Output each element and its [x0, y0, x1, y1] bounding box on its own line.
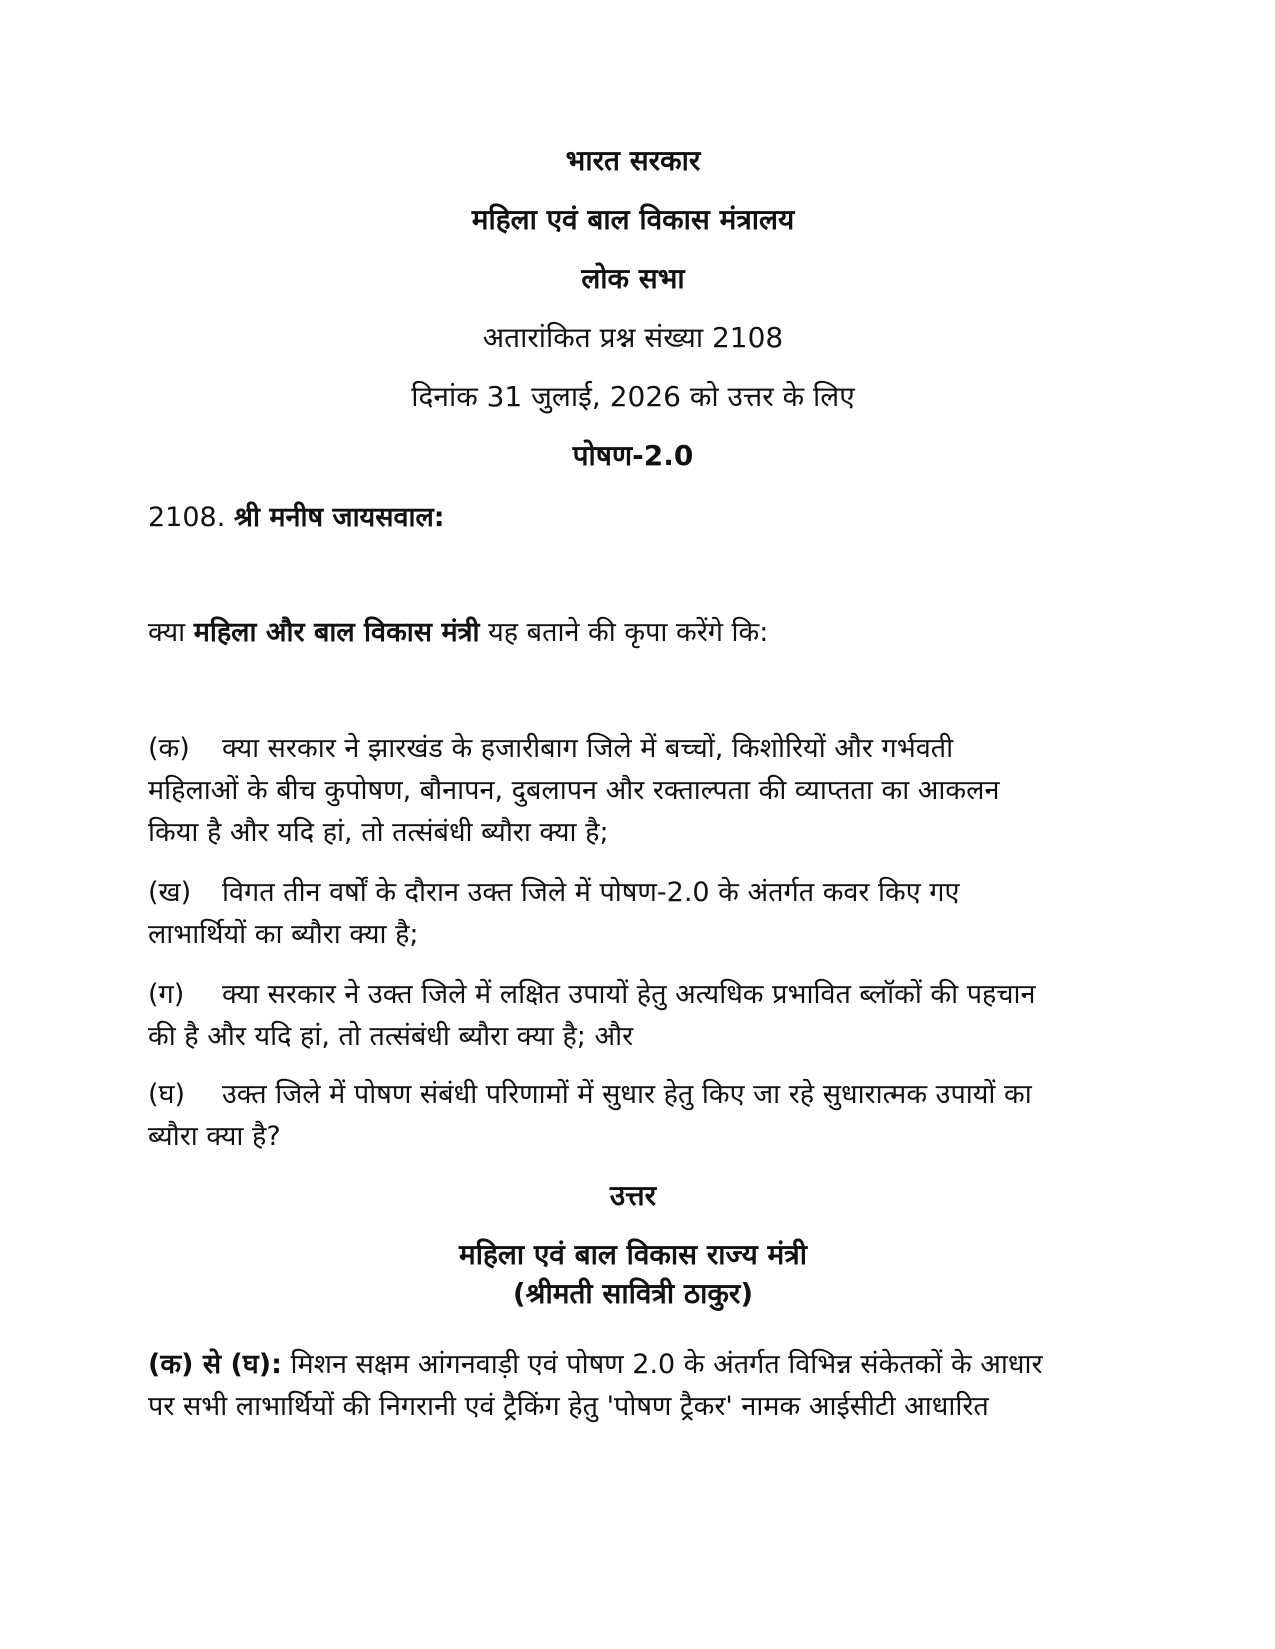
answer-line1: (क) से (घ): मिशन सक्षम आंगनवाड़ी एवं पोषण 2.0 के अंतर्गत विभिन्न संकेतकों के आधार — [148, 1349, 1043, 1380]
part-kha-label: (ख) — [148, 877, 192, 908]
part-ka-label: (क) — [148, 733, 190, 764]
member-name: श्री मनीष जायसवाल: — [233, 502, 445, 533]
house-heading: लोक सभा — [581, 262, 685, 295]
part-ka-line3: किया है और यदि हां, तो तत्संबंधी ब्यौरा क्या है; — [148, 817, 609, 848]
part-kha-line1: (ख) विगत तीन वर्षों के दौरान उक्त जिले में पोषण-2.0 के अंतर्गत कवर किए गए — [148, 870, 1118, 915]
part-gha-label: (घ) — [148, 1079, 186, 1110]
member-line — [148, 495, 1118, 540]
ministry-heading: महिला एवं बाल विकास मंत्रालय — [471, 203, 795, 236]
answer-range-label: (क) से (घ): — [148, 1349, 282, 1380]
part-ka-line2: महिलाओं के बीच कुपोषण, बौनापन, दुबलापन और रक्ताल्पता की व्याप्तता का आकलन — [148, 775, 1000, 806]
intro-suffix: यह बताने की कृपा करेंगे कि: — [488, 617, 769, 648]
answer-heading: उत्तर — [609, 1179, 657, 1212]
answer-line2: पर सभी लाभार्थियों की निगरानी एवं ट्रैकिंग हेतु 'पोषण ट्रैकर' नामक आईसीटी आधारित — [148, 1391, 989, 1422]
question-serial: 2108. — [148, 502, 226, 533]
date-line: दिनांक 31 जुलाई, 2026 को उत्तर के लिए — [411, 380, 855, 413]
part-kha-line2: लाभार्थियों का ब्यौरा क्या है; — [148, 919, 419, 950]
answer-minister-title: महिला एवं बाल विकास राज्य मंत्री — [458, 1238, 808, 1271]
part-ga-label: (ग) — [148, 979, 185, 1010]
intro-minister: महिला और बाल विकास मंत्री — [193, 617, 480, 648]
govt-heading: भारत सरकार — [565, 144, 701, 177]
question-intro — [148, 610, 1118, 655]
subject-heading: पोषण-2.0 — [572, 439, 694, 472]
part-ka-line1: (क) क्या सरकार ने झारखंड के हजारीबाग जिले में बच्चों, किशोरियों और गर्भवती — [148, 726, 1118, 771]
part-gha-line2: ब्यौरा क्या है? — [148, 1121, 281, 1152]
question-number-line: अतारांकित प्रश्न संख्या 2108 — [482, 321, 784, 354]
part-ga-line1: (ग) क्या सरकार ने उक्त जिले में लक्षित उपायों हेतु अत्यधिक प्रभावित ब्लॉकों की पहचान — [148, 972, 1118, 1017]
intro-prefix: क्या — [148, 617, 186, 648]
part-ga-line2: की है और यदि हां, तो तत्संबंधी ब्यौरा क्या है; और — [148, 1021, 634, 1052]
answer-minister-name: (श्रीमती सावित्री ठाकुर) — [512, 1277, 754, 1310]
part-gha-line1: (घ) उक्त जिले में पोषण संबंधी परिणामों में सुधार हेतु किए जा रहे सुधारात्मक उपायों का — [148, 1072, 1118, 1117]
